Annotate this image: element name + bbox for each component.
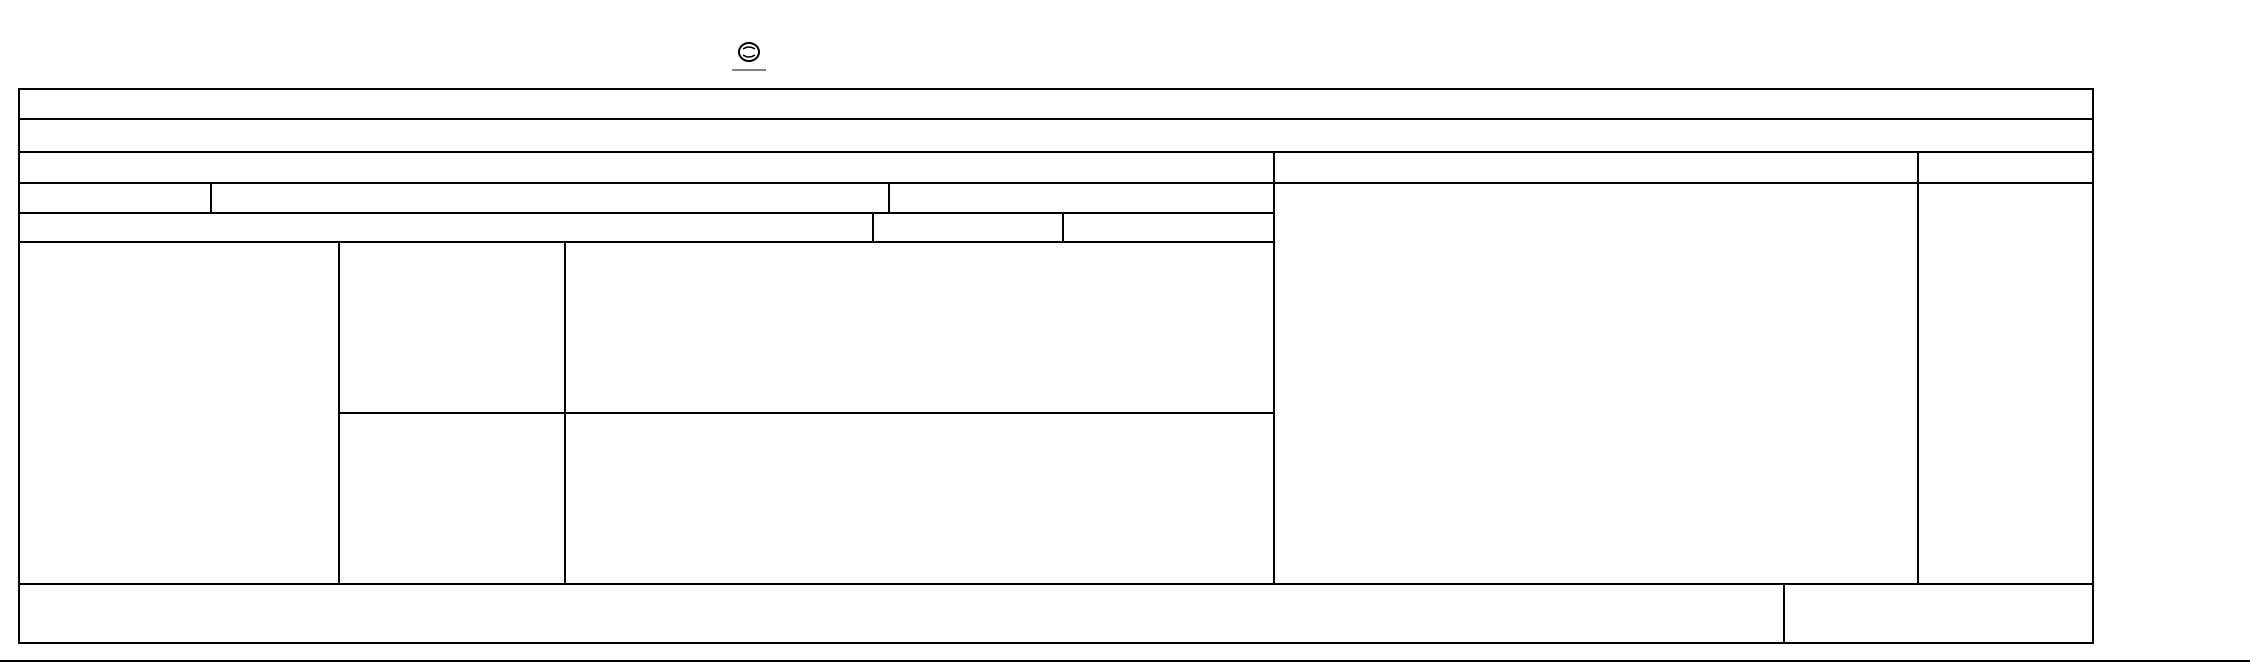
- barcode: [1305, 30, 1885, 82]
- certipostal-logo: [726, 36, 772, 82]
- form-frame: [18, 88, 2094, 644]
- page-bottom-line: [0, 660, 2250, 662]
